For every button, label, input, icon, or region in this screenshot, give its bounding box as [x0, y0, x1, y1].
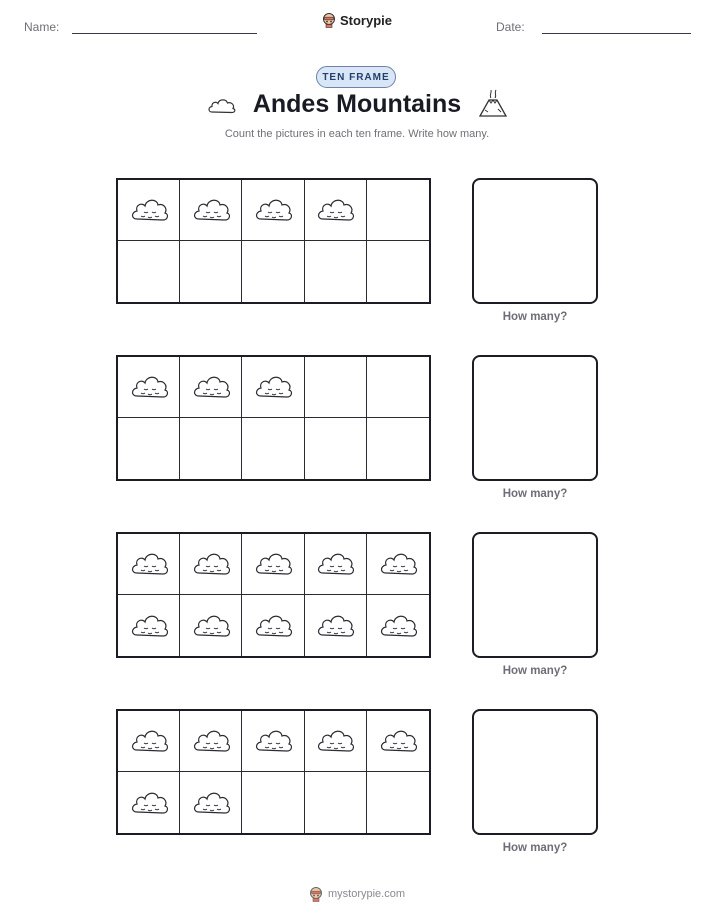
ten-frame-cell [305, 418, 367, 479]
name-label: Name: [24, 20, 60, 34]
ten-frame-cell [305, 711, 367, 772]
how-many-label: How many? [502, 665, 568, 677]
page-title: Andes Mountains [252, 90, 462, 118]
date-line[interactable] [542, 33, 691, 34]
ten-frame-cell [305, 180, 367, 241]
ten-frame-cell [180, 357, 242, 418]
ten-frame-cell [242, 180, 304, 241]
cloud-icon [191, 611, 231, 641]
ten-frame-cell [118, 418, 180, 479]
ten-frame-cell [305, 241, 367, 302]
cloud-icon [378, 726, 418, 756]
ten-frame-cell [180, 595, 242, 656]
cloud-icon [191, 726, 231, 756]
ten-frame-cell [367, 534, 429, 595]
ten-frame-cell [305, 595, 367, 656]
ten-frame-cell [118, 711, 180, 772]
ten-frame [116, 532, 431, 658]
how-many-label: How many? [502, 311, 568, 323]
ten-frame-cell [118, 180, 180, 241]
ten-frame-cell [367, 772, 429, 833]
volcano-icon [477, 88, 509, 120]
ten-frame-cell [305, 772, 367, 833]
cloud-icon [253, 195, 293, 225]
cloud-icon [129, 195, 169, 225]
cloud-icon [129, 372, 169, 402]
ten-frame-cell [305, 534, 367, 595]
ten-frame-cell [242, 772, 304, 833]
cloud-icon [315, 549, 355, 579]
ten-frame-cell [367, 357, 429, 418]
ten-frame-cell [180, 772, 242, 833]
cloud-icon [191, 549, 231, 579]
ten-frame-badge: TEN FRAME [316, 66, 396, 88]
cloud-icon [191, 788, 231, 818]
ten-frame-cell [367, 418, 429, 479]
ten-frame-cell [118, 357, 180, 418]
ten-frame-cell [367, 711, 429, 772]
how-many-label: How many? [502, 488, 568, 500]
ten-frame-cell [367, 180, 429, 241]
cloud-icon [253, 372, 293, 402]
answer-box[interactable] [472, 709, 598, 835]
ten-frame-cell [180, 418, 242, 479]
cloud-icon [191, 372, 231, 402]
footer [0, 886, 714, 905]
ten-frame-cell [242, 241, 304, 302]
cloud-icon [129, 611, 169, 641]
ten-frame-cell [367, 595, 429, 656]
answer-box[interactable] [472, 178, 598, 304]
brand [0, 12, 714, 31]
ten-frame-cell [305, 357, 367, 418]
ten-frame-cell [118, 772, 180, 833]
ten-frame-cell [118, 595, 180, 656]
ten-frame-cell [242, 711, 304, 772]
ten-frame-cell [242, 357, 304, 418]
ten-frame-cell [242, 418, 304, 479]
name-line[interactable] [72, 33, 257, 34]
answer-box[interactable] [472, 532, 598, 658]
ten-frame-cell [242, 534, 304, 595]
ten-frame [116, 178, 431, 304]
storypie-mascot-icon [309, 886, 323, 902]
ten-frame-cell [118, 241, 180, 302]
cloud-icon [315, 726, 355, 756]
ten-frame-cell [180, 241, 242, 302]
ten-frame [116, 709, 431, 835]
ten-frame-cell [367, 241, 429, 302]
cloud-icon [129, 788, 169, 818]
date-label: Date: [496, 20, 525, 34]
how-many-label: How many? [502, 842, 568, 854]
answer-box[interactable] [472, 355, 598, 481]
cloud-icon [315, 195, 355, 225]
ten-frame-cell [118, 534, 180, 595]
ten-frame [116, 355, 431, 481]
cloud-icon [129, 549, 169, 579]
footer-url[interactable]: mystorypie.com [327, 888, 406, 900]
cloud-icon [191, 195, 231, 225]
ten-frame-cell [180, 711, 242, 772]
ten-frame-cell [180, 534, 242, 595]
ten-frame-cell [242, 595, 304, 656]
instructions: Count the pictures in each ten frame. Write how many. [224, 128, 490, 140]
cloud-icon [253, 726, 293, 756]
cloud-icon [253, 549, 293, 579]
brand-name: Storypie [339, 12, 392, 28]
cloud-icon [129, 726, 169, 756]
cloud-icon [253, 611, 293, 641]
cloud-icon [378, 549, 418, 579]
cloud-icon [315, 611, 355, 641]
storypie-mascot-icon [322, 12, 336, 28]
ten-frame-cell [180, 180, 242, 241]
cloud-icon [378, 611, 418, 641]
